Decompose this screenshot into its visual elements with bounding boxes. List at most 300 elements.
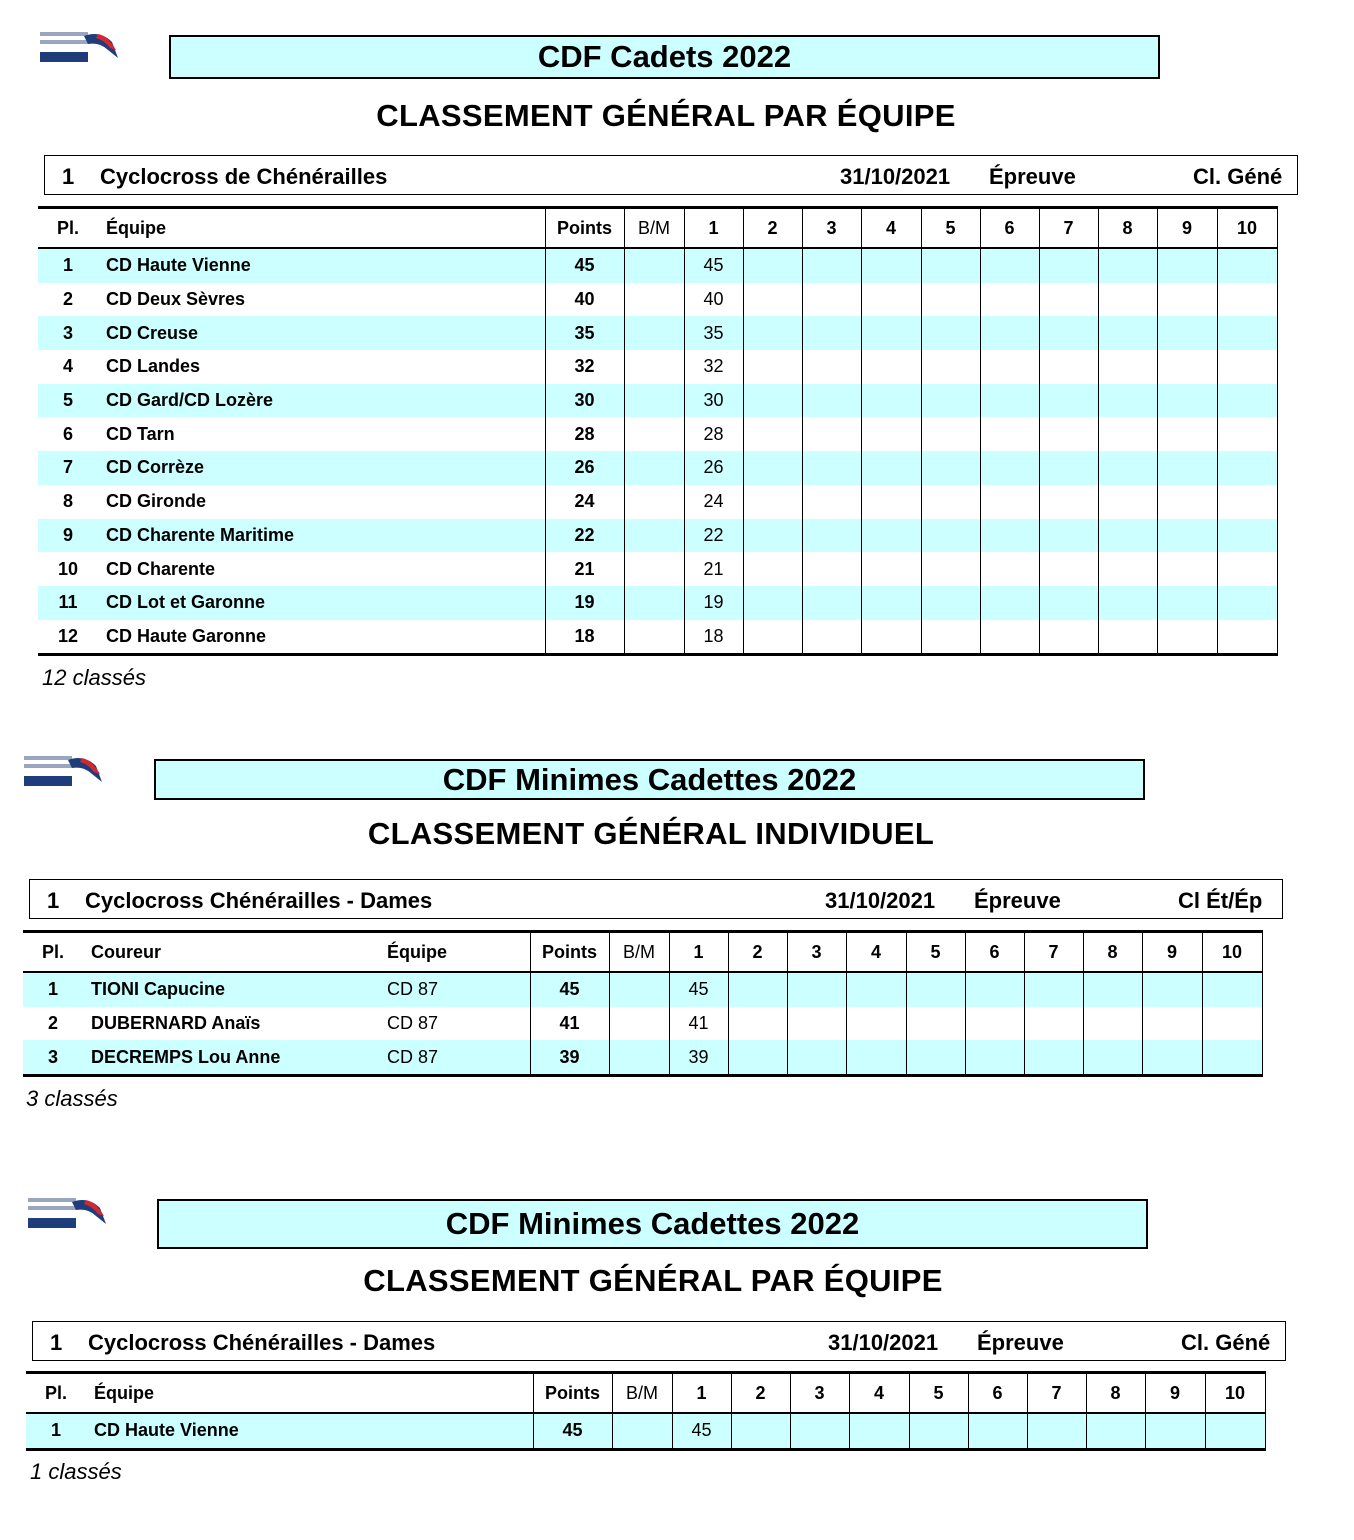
round-4-cell bbox=[861, 248, 921, 283]
points-cell: 35 bbox=[545, 316, 624, 350]
table-row bbox=[26, 1413, 1265, 1449]
place-cell: 8 bbox=[62, 491, 73, 512]
page-title: CDF Minimes Cadettes 2022 bbox=[154, 759, 1145, 800]
points-cell: 19 bbox=[545, 586, 624, 620]
col-header-round-2: 2 bbox=[731, 1373, 790, 1414]
round-3-cell bbox=[787, 1007, 846, 1041]
round-3-cell bbox=[802, 316, 861, 350]
round-8-cell bbox=[1083, 1007, 1142, 1041]
round-2-cell bbox=[743, 552, 802, 586]
round-4-cell bbox=[861, 451, 921, 485]
points-cell: 26 bbox=[545, 451, 624, 485]
event-date: 31/10/2021 bbox=[828, 1330, 939, 1355]
round-8-cell bbox=[1083, 1040, 1142, 1075]
col-header-points: Points bbox=[530, 932, 609, 973]
bm-cell bbox=[624, 620, 684, 655]
col-header-bm: B/M bbox=[612, 1373, 672, 1414]
col-header-round-1: 1 bbox=[684, 208, 743, 249]
round-5-cell bbox=[906, 972, 965, 1007]
round-6-cell bbox=[980, 586, 1039, 620]
col-header-round-10: 10 bbox=[1217, 208, 1277, 249]
col-header-round-3: 3 bbox=[802, 208, 861, 249]
round-3-cell bbox=[802, 519, 861, 553]
round-4-cell bbox=[861, 417, 921, 451]
results-table bbox=[38, 206, 1278, 656]
event-date: 31/10/2021 bbox=[840, 164, 951, 189]
round-4-cell bbox=[846, 1040, 906, 1075]
col-header-place: Pl. bbox=[26, 1373, 86, 1414]
round-1-cell: 39 bbox=[669, 1040, 728, 1075]
round-6-cell bbox=[965, 1007, 1024, 1041]
round-2-cell bbox=[743, 248, 802, 283]
round-5-cell bbox=[921, 283, 980, 317]
round-6-cell bbox=[965, 1040, 1024, 1075]
team-name-cell: CD Haute Vienne bbox=[98, 248, 545, 283]
place-cell: 3 bbox=[23, 1040, 83, 1075]
bm-cell bbox=[624, 519, 684, 553]
round-8-cell bbox=[1098, 451, 1157, 485]
round-10-cell bbox=[1217, 586, 1277, 620]
round-7-cell bbox=[1039, 283, 1098, 317]
col-header-round-10: 10 bbox=[1202, 932, 1262, 973]
col-header-round-1: 1 bbox=[669, 932, 728, 973]
round-6-cell bbox=[980, 552, 1039, 586]
round-9-cell bbox=[1145, 1413, 1205, 1449]
round-9-cell bbox=[1142, 972, 1202, 1007]
table-row bbox=[38, 586, 1277, 620]
round-7-cell bbox=[1039, 248, 1098, 283]
round-9-cell bbox=[1157, 384, 1217, 418]
round-8-cell bbox=[1098, 519, 1157, 553]
col-header-place: Pl. bbox=[23, 932, 83, 973]
table-row bbox=[23, 972, 1262, 1007]
round-4-cell bbox=[861, 519, 921, 553]
bm-cell bbox=[624, 316, 684, 350]
federation-logo-icon bbox=[26, 1194, 110, 1234]
round-6-cell bbox=[965, 972, 1024, 1007]
round-10-cell bbox=[1205, 1413, 1265, 1449]
table-row bbox=[38, 451, 1277, 485]
team-cell: CD 87 bbox=[379, 1040, 530, 1075]
page-title: CDF Minimes Cadettes 2022 bbox=[157, 1199, 1148, 1249]
table-row bbox=[38, 552, 1277, 586]
round-7-cell bbox=[1039, 384, 1098, 418]
round-7-cell bbox=[1027, 1413, 1086, 1449]
round-6-cell bbox=[980, 384, 1039, 418]
round-7-cell bbox=[1024, 1040, 1083, 1075]
place-cell: 12 bbox=[38, 620, 98, 655]
round-5-cell bbox=[921, 451, 980, 485]
event-number: 1 bbox=[62, 164, 75, 189]
round-9-cell bbox=[1157, 283, 1217, 317]
page-title: CDF Cadets 2022 bbox=[169, 35, 1160, 79]
round-3-cell bbox=[802, 620, 861, 655]
round-1-cell: 32 bbox=[684, 350, 743, 384]
round-10-cell bbox=[1217, 384, 1277, 418]
col-header-points: Points bbox=[545, 208, 624, 249]
round-3-cell bbox=[787, 1040, 846, 1075]
round-3-cell bbox=[802, 248, 861, 283]
col-header-round-6: 6 bbox=[968, 1373, 1027, 1414]
rider-name-cell: TIONI Capucine bbox=[83, 972, 379, 1007]
bm-cell bbox=[624, 451, 684, 485]
col-header-round-9: 9 bbox=[1157, 208, 1217, 249]
round-1-cell: 40 bbox=[684, 283, 743, 317]
round-9-cell bbox=[1157, 350, 1217, 384]
round-3-cell bbox=[802, 552, 861, 586]
round-10-cell bbox=[1202, 972, 1262, 1007]
bm-cell bbox=[609, 1007, 669, 1041]
team-name-cell: CD Creuse bbox=[98, 316, 545, 350]
page-subtitle: CLASSEMENT GÉNÉRAL PAR ÉQUIPE bbox=[376, 98, 956, 133]
points-cell: 40 bbox=[545, 283, 624, 317]
col-header-round-4: 4 bbox=[846, 932, 906, 973]
round-1-cell: 45 bbox=[684, 248, 743, 283]
results-table bbox=[23, 930, 1263, 1077]
team-name-cell: CD Gard/CD Lozère bbox=[98, 384, 545, 418]
event-epreuve-label: Épreuve bbox=[989, 164, 1076, 189]
round-5-cell bbox=[921, 384, 980, 418]
col-header-round-8: 8 bbox=[1098, 208, 1157, 249]
col-header-bm: B/M bbox=[624, 208, 684, 249]
page-subtitle: CLASSEMENT GÉNÉRAL PAR ÉQUIPE bbox=[363, 1263, 943, 1298]
table-row bbox=[38, 316, 1277, 350]
table-row bbox=[38, 283, 1277, 317]
round-6-cell bbox=[968, 1413, 1027, 1449]
col-header-round-7: 7 bbox=[1039, 208, 1098, 249]
round-5-cell bbox=[921, 552, 980, 586]
round-2-cell bbox=[743, 384, 802, 418]
round-7-cell bbox=[1024, 1007, 1083, 1041]
team-name-cell: CD Landes bbox=[106, 356, 201, 377]
round-7-cell bbox=[1039, 451, 1098, 485]
round-9-cell bbox=[1157, 586, 1217, 620]
points-cell: 45 bbox=[533, 1413, 612, 1449]
round-1-cell: 22 bbox=[684, 519, 743, 553]
col-header-rider: Coureur bbox=[83, 932, 379, 973]
round-2-cell bbox=[743, 283, 802, 317]
points-cell: 39 bbox=[530, 1040, 609, 1075]
round-6-cell bbox=[980, 350, 1039, 384]
round-3-cell bbox=[802, 485, 861, 519]
event-header bbox=[44, 155, 1298, 195]
place-cell: 1 bbox=[26, 1413, 86, 1449]
round-6-cell bbox=[980, 417, 1039, 451]
round-4-cell bbox=[846, 972, 906, 1007]
col-header-points: Points bbox=[533, 1373, 612, 1414]
event-name: Cyclocross Chénérailles - Dames bbox=[85, 888, 433, 913]
rider-name-cell: DECREMPS Lou Anne bbox=[83, 1040, 379, 1075]
round-4-cell bbox=[861, 620, 921, 655]
col-header-round-7: 7 bbox=[1027, 1373, 1086, 1414]
bm-cell bbox=[624, 248, 684, 283]
round-10-cell bbox=[1217, 283, 1277, 317]
team-name-cell: CD Tarn bbox=[106, 423, 175, 444]
round-5-cell bbox=[921, 316, 980, 350]
event-epreuve-label: Épreuve bbox=[977, 1330, 1064, 1355]
round-1-cell: 18 bbox=[684, 620, 743, 655]
round-9-cell bbox=[1142, 1040, 1202, 1075]
points-cell: 21 bbox=[545, 552, 624, 586]
round-5-cell bbox=[921, 417, 980, 451]
col-header-round-8: 8 bbox=[1083, 932, 1142, 973]
round-2-cell bbox=[743, 350, 802, 384]
team-name-cell: CD Gironde bbox=[106, 491, 207, 512]
team-cell: CD 87 bbox=[387, 1013, 439, 1034]
federation-logo-icon bbox=[38, 28, 122, 68]
points-cell: 45 bbox=[545, 248, 624, 283]
round-8-cell bbox=[1098, 586, 1157, 620]
classified-count: 12 classés bbox=[42, 665, 146, 690]
round-5-cell bbox=[909, 1413, 968, 1449]
event-date: 31/10/2021 bbox=[825, 888, 936, 913]
round-5-cell bbox=[921, 586, 980, 620]
classified-count: 1 classés bbox=[30, 1459, 122, 1484]
col-header-round-10: 10 bbox=[1205, 1373, 1265, 1414]
rider-name-cell: DUBERNARD Anaïs bbox=[91, 1013, 261, 1034]
round-7-cell bbox=[1039, 417, 1098, 451]
place-cell: 3 bbox=[38, 316, 98, 350]
team-name-cell: CD Corrèze bbox=[98, 451, 545, 485]
round-7-cell bbox=[1039, 519, 1098, 553]
round-6-cell bbox=[980, 248, 1039, 283]
event-classification-label: Cl. Géné bbox=[1193, 164, 1283, 189]
col-header-round-6: 6 bbox=[980, 208, 1039, 249]
round-7-cell bbox=[1039, 350, 1098, 384]
round-8-cell bbox=[1098, 552, 1157, 586]
table-row bbox=[38, 248, 1277, 283]
col-header-round-9: 9 bbox=[1142, 932, 1202, 973]
team-name-cell: CD Charente bbox=[106, 558, 216, 579]
round-4-cell bbox=[861, 283, 921, 317]
col-header-round-5: 5 bbox=[909, 1373, 968, 1414]
round-6-cell bbox=[980, 316, 1039, 350]
round-10-cell bbox=[1202, 1040, 1262, 1075]
round-2-cell bbox=[743, 417, 802, 451]
col-header-place: Pl. bbox=[38, 208, 98, 249]
place-cell: 9 bbox=[38, 519, 98, 553]
round-3-cell bbox=[802, 417, 861, 451]
col-header-round-1: 1 bbox=[672, 1373, 731, 1414]
team-cell: CD 87 bbox=[379, 972, 530, 1007]
round-9-cell bbox=[1157, 451, 1217, 485]
round-8-cell bbox=[1098, 283, 1157, 317]
team-name-cell: CD Charente Maritime bbox=[98, 519, 545, 553]
points-cell: 28 bbox=[545, 417, 624, 451]
round-6-cell bbox=[980, 485, 1039, 519]
round-6-cell bbox=[980, 519, 1039, 553]
round-3-cell bbox=[802, 350, 861, 384]
federation-logo-icon bbox=[22, 752, 106, 792]
place-cell: 5 bbox=[38, 384, 98, 418]
round-3-cell bbox=[802, 384, 861, 418]
round-2-cell bbox=[728, 972, 787, 1007]
col-header-round-7: 7 bbox=[1024, 932, 1083, 973]
round-1-cell: 19 bbox=[684, 586, 743, 620]
round-2-cell bbox=[743, 519, 802, 553]
col-header-team: Équipe bbox=[98, 208, 545, 249]
event-epreuve-label: Épreuve bbox=[974, 888, 1061, 913]
round-2-cell bbox=[743, 620, 802, 655]
points-cell: 45 bbox=[530, 972, 609, 1007]
round-8-cell bbox=[1083, 972, 1142, 1007]
round-4-cell bbox=[861, 316, 921, 350]
table-row bbox=[23, 1007, 1262, 1041]
round-8-cell bbox=[1098, 350, 1157, 384]
round-9-cell bbox=[1157, 248, 1217, 283]
table-row bbox=[38, 620, 1277, 655]
bm-cell bbox=[609, 972, 669, 1007]
table-row bbox=[38, 384, 1277, 418]
round-6-cell bbox=[980, 451, 1039, 485]
round-8-cell bbox=[1086, 1413, 1145, 1449]
points-cell: 18 bbox=[545, 620, 624, 655]
round-2-cell bbox=[731, 1413, 790, 1449]
round-9-cell bbox=[1157, 485, 1217, 519]
round-8-cell bbox=[1098, 384, 1157, 418]
col-header-round-9: 9 bbox=[1145, 1373, 1205, 1414]
round-9-cell bbox=[1157, 620, 1217, 655]
round-10-cell bbox=[1217, 316, 1277, 350]
col-header-round-3: 3 bbox=[787, 932, 846, 973]
col-header-team: Équipe bbox=[86, 1373, 533, 1414]
round-10-cell bbox=[1217, 485, 1277, 519]
place-cell: 6 bbox=[62, 423, 73, 444]
round-10-cell bbox=[1217, 417, 1277, 451]
col-header-team: Équipe bbox=[379, 932, 530, 973]
round-9-cell bbox=[1157, 552, 1217, 586]
bm-cell bbox=[624, 485, 684, 519]
round-1-cell: 28 bbox=[684, 417, 743, 451]
bm-cell bbox=[609, 1040, 669, 1075]
round-3-cell bbox=[787, 972, 846, 1007]
points-cell: 32 bbox=[545, 350, 624, 384]
bm-cell bbox=[624, 350, 684, 384]
round-7-cell bbox=[1039, 586, 1098, 620]
team-name-cell: CD Lot et Garonne bbox=[98, 586, 545, 620]
round-5-cell bbox=[906, 1007, 965, 1041]
round-2-cell bbox=[728, 1040, 787, 1075]
bm-cell bbox=[612, 1413, 672, 1449]
round-2-cell bbox=[743, 586, 802, 620]
place-cell: 11 bbox=[38, 586, 98, 620]
team-name-cell: CD Haute Vienne bbox=[86, 1413, 533, 1449]
event-classification-label: Cl. Géné bbox=[1181, 1330, 1271, 1355]
points-cell: 22 bbox=[545, 519, 624, 553]
round-9-cell bbox=[1142, 1007, 1202, 1041]
round-1-cell: 26 bbox=[684, 451, 743, 485]
points-cell: 30 bbox=[545, 384, 624, 418]
round-1-cell: 45 bbox=[672, 1413, 731, 1449]
round-8-cell bbox=[1098, 316, 1157, 350]
round-4-cell bbox=[861, 350, 921, 384]
bm-cell bbox=[624, 417, 684, 451]
round-8-cell bbox=[1098, 248, 1157, 283]
round-7-cell bbox=[1039, 485, 1098, 519]
table-row bbox=[23, 1040, 1262, 1075]
round-1-cell: 41 bbox=[669, 1007, 728, 1041]
bm-cell bbox=[624, 384, 684, 418]
team-name-cell: CD Deux Sèvres bbox=[106, 289, 246, 310]
round-1-cell: 35 bbox=[684, 316, 743, 350]
table-row bbox=[38, 350, 1277, 384]
event-name: Cyclocross Chénérailles - Dames bbox=[88, 1330, 436, 1355]
round-2-cell bbox=[728, 1007, 787, 1041]
round-1-cell: 30 bbox=[684, 384, 743, 418]
round-3-cell bbox=[802, 451, 861, 485]
round-5-cell bbox=[921, 350, 980, 384]
col-header-round-5: 5 bbox=[906, 932, 965, 973]
round-5-cell bbox=[906, 1040, 965, 1075]
event-classification-label: Cl Ét/Ép bbox=[1178, 888, 1263, 913]
round-8-cell bbox=[1098, 485, 1157, 519]
round-9-cell bbox=[1157, 316, 1217, 350]
results-table bbox=[26, 1371, 1266, 1451]
event-number: 1 bbox=[50, 1330, 63, 1355]
table-row bbox=[38, 485, 1277, 519]
round-5-cell bbox=[921, 248, 980, 283]
round-4-cell bbox=[861, 384, 921, 418]
round-6-cell bbox=[980, 283, 1039, 317]
table-row bbox=[38, 519, 1277, 553]
round-1-cell: 24 bbox=[684, 485, 743, 519]
team-name-cell: CD Haute Garonne bbox=[98, 620, 545, 655]
round-10-cell bbox=[1217, 350, 1277, 384]
place-cell: 2 bbox=[47, 1013, 58, 1034]
round-5-cell bbox=[921, 519, 980, 553]
round-4-cell bbox=[861, 586, 921, 620]
round-7-cell bbox=[1024, 972, 1083, 1007]
round-10-cell bbox=[1217, 451, 1277, 485]
round-1-cell: 45 bbox=[669, 972, 728, 1007]
col-header-round-2: 2 bbox=[743, 208, 802, 249]
round-1-cell: 21 bbox=[684, 552, 743, 586]
round-10-cell bbox=[1217, 519, 1277, 553]
place-cell: 10 bbox=[57, 558, 79, 579]
round-3-cell bbox=[802, 586, 861, 620]
event-name: Cyclocross de Chénérailles bbox=[100, 164, 388, 189]
table-row bbox=[38, 417, 1277, 451]
col-header-round-4: 4 bbox=[849, 1373, 909, 1414]
round-3-cell bbox=[790, 1413, 849, 1449]
round-4-cell bbox=[846, 1007, 906, 1041]
bm-cell bbox=[624, 283, 684, 317]
event-number: 1 bbox=[47, 888, 60, 913]
points-cell: 24 bbox=[545, 485, 624, 519]
round-2-cell bbox=[743, 485, 802, 519]
round-2-cell bbox=[743, 451, 802, 485]
place-cell: 1 bbox=[38, 248, 98, 283]
place-cell: 2 bbox=[62, 289, 73, 310]
round-10-cell bbox=[1217, 620, 1277, 655]
col-header-round-3: 3 bbox=[790, 1373, 849, 1414]
place-cell: 1 bbox=[23, 972, 83, 1007]
bm-cell bbox=[624, 552, 684, 586]
round-10-cell bbox=[1202, 1007, 1262, 1041]
round-3-cell bbox=[802, 283, 861, 317]
round-7-cell bbox=[1039, 552, 1098, 586]
round-6-cell bbox=[980, 620, 1039, 655]
col-header-round-2: 2 bbox=[728, 932, 787, 973]
round-4-cell bbox=[861, 552, 921, 586]
event-header bbox=[32, 1321, 1286, 1361]
round-10-cell bbox=[1217, 552, 1277, 586]
place-cell: 7 bbox=[38, 451, 98, 485]
round-5-cell bbox=[921, 485, 980, 519]
place-cell: 4 bbox=[62, 356, 73, 377]
event-header bbox=[29, 879, 1283, 919]
round-8-cell bbox=[1098, 620, 1157, 655]
